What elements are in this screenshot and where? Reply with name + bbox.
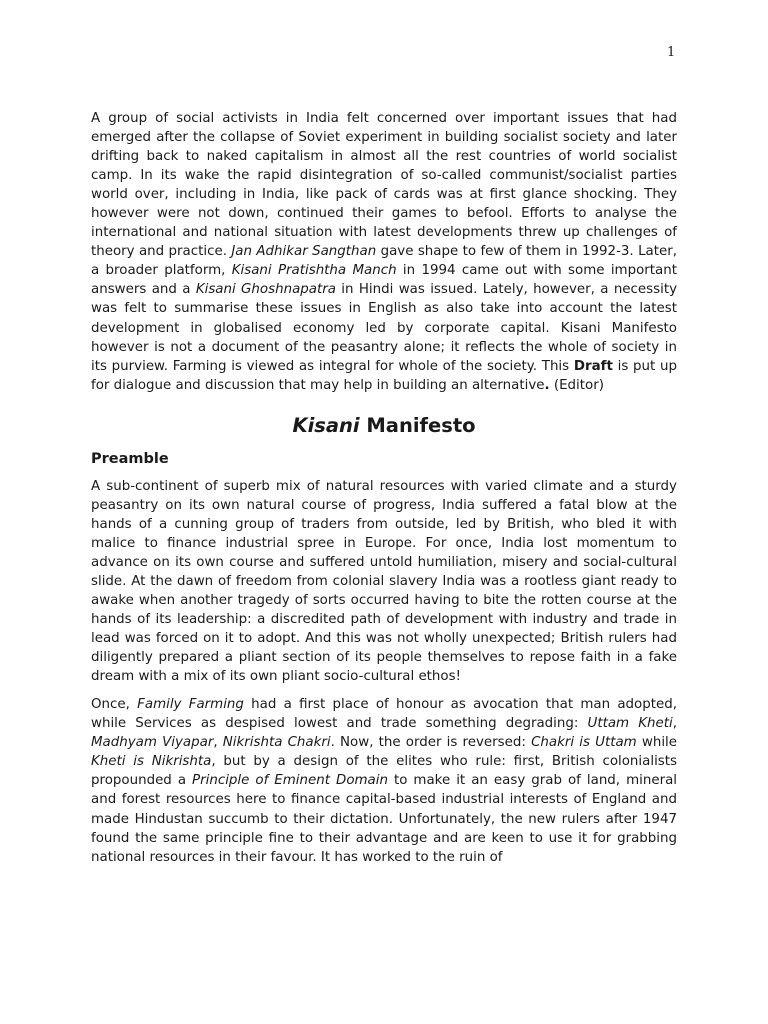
intro-text: A group of social activists in India felt concerned over important issues that had emerged after the collapse of Soviet experiment in building socialist society and later drifting back to naked capitalism in almost all the rest countries of world socialist camp. In its wake the rapid disintegration of so-called communist/socialist parties world over, including in India, like pack of cards was at first glance shocking. They however were not down, continued their games to befool. Efforts to analyse the international and national situation with latest developments threw up challenges of theory and practice. [91, 111, 677, 260]
para-emphasis: Principle of Eminent Domain [192, 773, 388, 789]
para-text: had a first place of honour as avocation that man adopted, while Services as despised lowest and trade something degrading: [91, 697, 677, 732]
intro-text: in Hindi was issued. Lately, however, a necessity was felt to summarise these issues in English as also take into account the latest development in globalised economy led by corporate capital. Kisani Manifesto however is not a document of the peasantry alone; it reflects the whole of society in its purview. Farming is viewed as integral for whole of the society. This [91, 282, 677, 374]
intro-text: in 1994 came out with some important answers and a [91, 263, 677, 298]
intro-emphasis: Jan Adhikar Sangthan [231, 244, 377, 260]
para-text: , [672, 716, 677, 732]
title-italic: Kisani [292, 413, 360, 437]
editor-intro-paragraph [91, 109, 677, 395]
para-text: Once, [91, 697, 138, 713]
para-emphasis: Nikrishta Chakri [222, 735, 331, 751]
title-text: Manifesto [359, 413, 476, 437]
para-emphasis: Madhyam Viyapar [91, 735, 214, 751]
para-text: . Now, the order is reversed: [330, 735, 532, 751]
page-number: 1 [667, 45, 676, 60]
para-emphasis: Uttam Kheti [587, 716, 673, 732]
para-emphasis: Kheti is Nikrishta [91, 754, 212, 770]
document-title [91, 413, 677, 439]
para-text: to make it an easy grab of land, mineral and forest resources here to finance capital-based industrial interests of England and made Hindustan succumb to their dictation. Unfortunately, the new rulers after 1947 found the same principle fine to their advantage and are keen to use it for grabbing national resources in their favour. It has worked to the ruin of [91, 773, 678, 865]
para-text: , [213, 735, 223, 751]
intro-emphasis: Kisani Ghoshnapatra [195, 282, 336, 298]
document-body [91, 109, 677, 867]
intro-bold: . [544, 377, 550, 393]
intro-text: gave shape to few of them in 1992-3. Later, a broader platform, [91, 244, 677, 279]
para-text: while [636, 735, 678, 751]
intro-bold: Draft [573, 358, 613, 374]
para-emphasis: Chakri is Uttam [531, 735, 637, 751]
intro-emphasis: Kisani Pratishtha Manch [231, 263, 397, 279]
para-text: , but by a design of the elites who rule: first, British colonialists propounded a [91, 754, 677, 789]
preamble-paragraph-1: A sub-continent of superb mix of natural resources with varied climate and a sturdy peasantry on its own natural course of progress, India suffered a fatal blow at the hands of a cunning group of traders from outside, led by British, who bled it with malice to finance industrial spree in Europe. For once, India lost momentum to advance on its own course and suffered untold humiliation, misery and social-cultural slide. At the dawn of freedom from colonial slavery India was a rootless giant ready to awake when another tragedy of sorts occurred having to bite the rotten course at the hands of its leadership: a discredited path of development with industry and trade in lead was forced on it to adopt. And this was not wholly unexpected; British rulers had diligently prepared a pliant section of its people themselves to repose faith in a fake dream with a mix of its own pliant socio-cultural ethos! [91, 478, 677, 685]
intro-text: is put up for dialogue and discussion that may help in building an alternative [91, 358, 677, 393]
intro-text: (Editor) [549, 377, 604, 393]
preamble-paragraph-2 [91, 695, 677, 866]
preamble-heading: Preamble [91, 450, 169, 467]
para-emphasis: Family Farming [137, 697, 244, 713]
